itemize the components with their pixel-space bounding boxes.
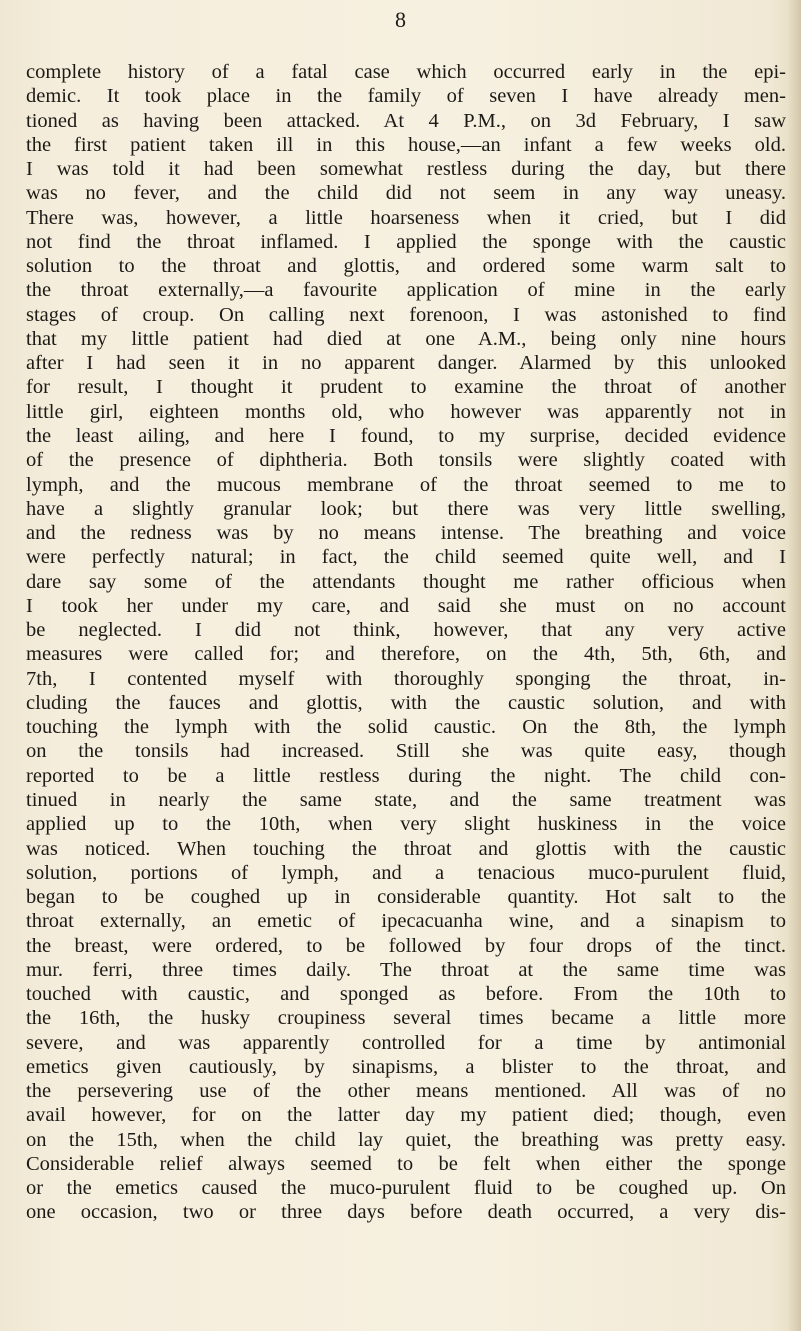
text-line: I was told it had been somewhat restless during the day, but there bbox=[26, 158, 786, 181]
text-line: on the 15th, when the child lay quiet, the breathing was pretty easy. bbox=[26, 1128, 786, 1151]
text-line: be neglected. I did not think, however, that any very active bbox=[26, 619, 786, 642]
text-line: stages of croup. On calling next forenoon, I was astonished to find bbox=[26, 303, 786, 326]
body-text bbox=[26, 60, 786, 1225]
text-line: Considerable relief always seemed to be felt when either the sponge bbox=[26, 1152, 786, 1175]
page-edge-shadow bbox=[787, 0, 801, 1331]
text-line: There was, however, a little hoarseness when it cried, but I did bbox=[26, 206, 786, 229]
text-line: began to be coughed up in considerable quantity. Hot salt to the bbox=[26, 886, 786, 909]
text-line: solution, portions of lymph, and a tenacious muco-purulent fluid, bbox=[26, 861, 786, 884]
text-line: severe, and was apparently controlled for a time by antimonial bbox=[26, 1031, 786, 1054]
text-line: cluding the fauces and glottis, with the caustic solution, and with bbox=[26, 691, 786, 714]
text-line: was noticed. When touching the throat and glottis with the caustic bbox=[26, 837, 786, 860]
text-line: lymph, and the mucous membrane of the throat seemed to me to bbox=[26, 473, 786, 496]
text-line: for result, I thought it prudent to examine the throat of another bbox=[26, 376, 786, 399]
text-line: of the presence of diphtheria. Both tonsils were slightly coated with bbox=[26, 449, 786, 472]
text-line: was no fever, and the child did not seem in any way uneasy. bbox=[26, 182, 786, 205]
text-line: tioned as having been attacked. At 4 P.M., on 3d February, I saw bbox=[26, 109, 786, 132]
text-line: that my little patient had died at one A.M., being only nine hours bbox=[26, 327, 786, 350]
text-line: tinued in nearly the same state, and the same treatment was bbox=[26, 788, 786, 811]
text-line: were perfectly natural; in fact, the child seemed quite well, and I bbox=[26, 546, 786, 569]
text-line: on the tonsils had increased. Still she was quite easy, though bbox=[26, 740, 786, 763]
text-line: complete history of a fatal case which occurred early in the epi- bbox=[26, 61, 786, 83]
text-line: applied up to the 10th, when very slight huskiness in the voice bbox=[26, 813, 786, 836]
text-line: mur. ferri, three times daily. The throat at the same time was bbox=[26, 958, 786, 981]
page-number: 8 bbox=[395, 7, 406, 32]
text-line: emetics given cautiously, by sinapisms, a blister to the throat, and bbox=[26, 1055, 786, 1078]
text-line: not find the throat inflamed. I applied the sponge with the caustic bbox=[26, 230, 786, 253]
text-line: the persevering use of the other means mentioned. All was of no bbox=[26, 1080, 786, 1103]
text-line: the breast, were ordered, to be followed by four drops of the tinct. bbox=[26, 934, 786, 957]
text-line: demic. It took place in the family of seven I have already men- bbox=[26, 85, 786, 108]
text-line: touched with caustic, and sponged as before. From the 10th to bbox=[26, 983, 786, 1006]
text-line: one occasion, two or three days before death occurred, a very dis- bbox=[26, 1201, 786, 1224]
text-line: and the redness was by no means intense. The breathing and voice bbox=[26, 522, 786, 545]
text-line: after I had seen it in no apparent danger. Alarmed by this unlooked bbox=[26, 352, 786, 375]
text-line: 7th, I contented myself with thoroughly sponging the throat, in- bbox=[26, 667, 786, 690]
text-line: touching the lymph with the solid caustic. On the 8th, the lymph bbox=[26, 716, 786, 739]
text-line: the least ailing, and here I found, to my surprise, decided evidence bbox=[26, 424, 786, 447]
text-line: the first patient taken ill in this house,—an infant a few weeks old. bbox=[26, 133, 786, 156]
text-line: reported to be a little restless during the night. The child con- bbox=[26, 764, 786, 787]
text-line: measures were called for; and therefore, on the 4th, 5th, 6th, and bbox=[26, 643, 786, 666]
text-line: have a slightly granular look; but there was very little swelling, bbox=[26, 497, 786, 520]
text-line: avail however, for on the latter day my patient died; though, even bbox=[26, 1104, 786, 1127]
text-line: dare say some of the attendants thought me rather officious when bbox=[26, 570, 786, 593]
text-line: I took her under my care, and said she must on no account bbox=[26, 594, 786, 617]
text-line: the throat externally,—a favourite application of mine in the early bbox=[26, 279, 786, 302]
text-line: the 16th, the husky croupiness several times became a little more bbox=[26, 1007, 786, 1030]
text-line: solution to the throat and glottis, and ordered some warm salt to bbox=[26, 255, 786, 278]
text-line: or the emetics caused the muco-purulent fluid to be coughed up. On bbox=[26, 1177, 786, 1200]
text-line: throat externally, an emetic of ipecacuanha wine, and a sinapism to bbox=[26, 910, 786, 933]
text-line: little girl, eighteen months old, who however was apparently not in bbox=[26, 400, 786, 423]
